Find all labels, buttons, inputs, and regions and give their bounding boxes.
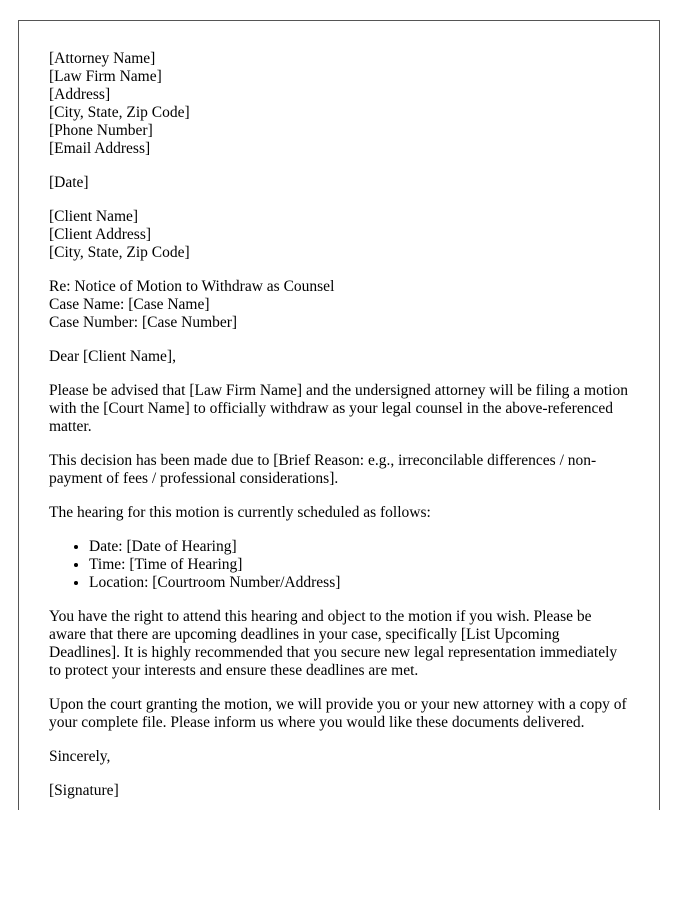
letter-date: [Date] xyxy=(49,174,89,191)
attorney-name: [Attorney Name] xyxy=(49,50,156,67)
body-paragraph-4: You have the right to attend this hearing and object to the motion if you wish. Please be aware that there are upcoming deadlines in your case, specifically [List Upcoming Deadlines]. It is highly recommended that you secure new legal representation immediately to protect your interests and ensure these deadlines are met. xyxy=(49,608,618,679)
signature: [Signature] xyxy=(49,782,119,799)
sender-email: [Email Address] xyxy=(49,140,151,157)
closing: Sincerely, xyxy=(49,748,111,765)
body-paragraph-3: The hearing for this motion is currently scheduled as follows: xyxy=(49,504,431,521)
client-city-state-zip: [City, State, Zip Code] xyxy=(49,244,190,261)
hearing-time-item: • Time: [Time of Hearing] xyxy=(89,556,629,574)
sender-address: [Address] xyxy=(49,86,111,103)
sender-block xyxy=(49,50,629,158)
salutation: Dear [Client Name], xyxy=(49,348,176,365)
body-paragraph-5: Upon the court granting the motion, we will provide you or your new attorney with a copy of your complete file. Please inform us where you would like these documents delivered. xyxy=(49,696,627,731)
sender-phone: [Phone Number] xyxy=(49,122,153,139)
date-block xyxy=(49,174,629,192)
client-name: [Client Name] xyxy=(49,208,139,225)
hearing-date-item: • Date: [Date of Hearing] xyxy=(89,538,629,556)
letter-page xyxy=(18,20,660,810)
law-firm-name: [Law Firm Name] xyxy=(49,68,162,85)
hearing-details-list xyxy=(49,538,629,592)
hearing-location-item: • Location: [Courtroom Number/Address] xyxy=(89,574,629,592)
body-paragraph-2: This decision has been made due to [Brief Reason: e.g., irreconcilable differences / non-payment of fees / professional considerations]. xyxy=(49,452,597,487)
subject-line: Re: Notice of Motion to Withdraw as Counsel xyxy=(49,278,335,295)
recipient-block xyxy=(49,208,629,262)
body-paragraph-1: Please be advised that [Law Firm Name] and the undersigned attorney will be filing a motion with the [Court Name] to officially withdraw as your legal counsel in the above-referenced matter. xyxy=(49,382,628,435)
client-address: [Client Address] xyxy=(49,226,152,243)
sender-city-state-zip: [City, State, Zip Code] xyxy=(49,104,190,121)
case-number: Case Number: [Case Number] xyxy=(49,314,238,331)
subject-block xyxy=(49,278,629,332)
case-name: Case Name: [Case Name] xyxy=(49,296,210,313)
